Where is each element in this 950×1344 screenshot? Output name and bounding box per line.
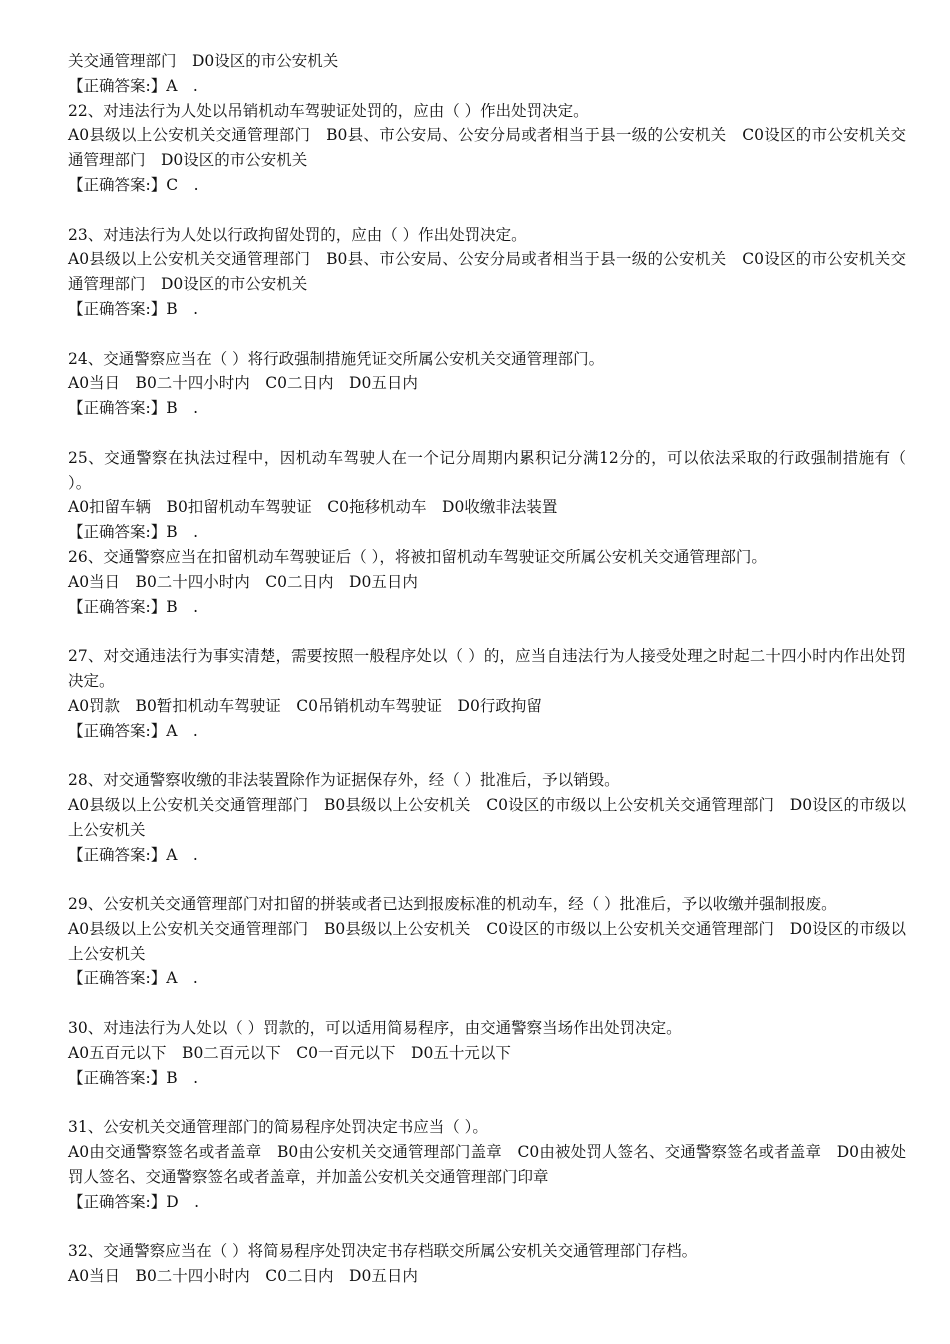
answer-line: 【正确答案:】D . (68, 1192, 200, 1211)
spacer (68, 867, 906, 892)
question-24 (68, 347, 906, 421)
question-22 (68, 99, 906, 198)
question-stem: 22、对违法行为人处以吊销机动车驾驶证处罚的，应由（ ）作出处罚决定。 (68, 101, 589, 120)
question-23 (68, 223, 906, 322)
answer-line: 【正确答案:】B . (68, 1068, 199, 1087)
answer-line: 【正确答案:】B . (68, 399, 199, 418)
question-stem: 28、对交通警察收缴的非法装置除作为证据保存外，经（ ）批准后，予以销毁。 (68, 771, 620, 790)
question-25 (68, 446, 911, 545)
question-options: A0当日 B0二十四小时内 C0二日内 D0五日内 (68, 374, 418, 393)
question-options: A0县级以上公安机关交通管理部门 B0县级以上公安机关 C0设区的市级以上公安机关交通管理部门 D0设区的市级以上公安机关 (68, 919, 906, 963)
answer-line: 【正确答案:】A . (68, 969, 198, 988)
answer-line: 【正确答案:】B . (68, 523, 199, 542)
spacer (68, 619, 906, 644)
answer-line: 【正确答案:】A . (68, 845, 198, 864)
answer-line: 【正确答案:】A . (68, 76, 198, 95)
question-options: A0扣留车辆 B0扣留机动车驾驶证 C0拖移机动车 D0收缴非法装置 (68, 498, 558, 517)
question-26 (68, 545, 906, 619)
question-stem: 25、交通警察在执法过程中，因机动车驾驶人在一个记分周期内累积记分满12分的，可以依法采取的行政强制措施有（ ）。 (68, 448, 911, 492)
question-stem: 31、公安机关交通管理部门的简易程序处罚决定书应当（ ）。 (68, 1118, 488, 1137)
question-options: A0县级以上公安机关交通管理部门 B0县、市公安局、公安分局或者相当于县一级的公安机关 C0设区的市公安机关交通管理部门 D0设区的市公安机关 (68, 250, 906, 294)
spacer (68, 1090, 906, 1115)
question-options: A0罚款 B0暂扣机动车驾驶证 C0吊销机动车驾驶证 D0行政拘留 (68, 696, 542, 715)
question-stem: 32、交通警察应当在（ ）将简易程序处罚决定书存档联交所属公安机关交通管理部门存档。 (68, 1242, 698, 1261)
question-29 (68, 892, 906, 991)
answer-line: 【正确答案:】C . (68, 175, 199, 194)
answer-line: 【正确答案:】B . (68, 299, 199, 318)
question-stem: 27、对交通违法行为事实清楚，需要按照一般程序处以（ ）的，应当自违法行为人接受处理之时起二十四小时内作出处罚决定。 (68, 647, 906, 690)
option-line: 关交通管理部门 D0设区的市公安机关 (68, 52, 339, 70)
answer-line: 【正确答案:】A . (68, 721, 198, 740)
spacer (68, 322, 906, 347)
question-options: A0县级以上公安机关交通管理部门 B0县级以上公安机关 C0设区的市级以上公安机关交通管理部门 D0设区的市级以上公安机关 (68, 795, 906, 839)
document-page (68, 49, 911, 1289)
spacer (68, 991, 906, 1016)
question-30 (68, 1016, 906, 1090)
question-options: A0当日 B0二十四小时内 C0二日内 D0五日内 (68, 1267, 418, 1286)
question-options: A0县级以上公安机关交通管理部门 B0县、市公安局、公安分局或者相当于县一级的公安机关 C0设区的市公安机关交通管理部门 D0设区的市公安机关 (68, 126, 906, 170)
question-stem: 29、公安机关交通管理部门对扣留的拼装或者已达到报废标准的机动车，经（ ）批准后，予以收缴并强制报废。 (68, 895, 837, 914)
spacer (68, 743, 906, 768)
question-27 (68, 644, 906, 743)
question-options: A0由交通警察签名或者盖章 B0由公安机关交通管理部门盖章 C0由被处罚人签名、交通警察签名或者盖章 D0由被处罚人签名、交通警察签名或者盖章，并加盖公安机关交通管理部门印章 (68, 1143, 906, 1186)
answer-line: 【正确答案:】B . (68, 597, 199, 616)
question-stem: 26、交通警察应当在扣留机动车驾驶证后（ ），将被扣留机动车驾驶证交所属公安机关交通管理部门。 (68, 547, 767, 566)
question-28 (68, 768, 906, 867)
question-stem: 30、对违法行为人处以（ ）罚款的，可以适用简易程序，由交通警察当场作出处罚决定。 (68, 1019, 682, 1038)
question-stem: 24、交通警察应当在（ ）将行政强制措施凭证交所属公安机关交通管理部门。 (68, 349, 605, 368)
question-options: A0五百元以下 B0二百元以下 C0一百元以下 D0五十元以下 (68, 1043, 511, 1062)
spacer (68, 421, 906, 446)
spacer (68, 1214, 906, 1239)
question-32 (68, 1239, 906, 1289)
question-stem: 23、对违法行为人处以行政拘留处罚的，应由（ ）作出处罚决定。 (68, 225, 527, 244)
spacer (68, 198, 906, 223)
question-31 (68, 1115, 906, 1214)
question-options: A0当日 B0二十四小时内 C0二日内 D0五日内 (68, 572, 418, 591)
